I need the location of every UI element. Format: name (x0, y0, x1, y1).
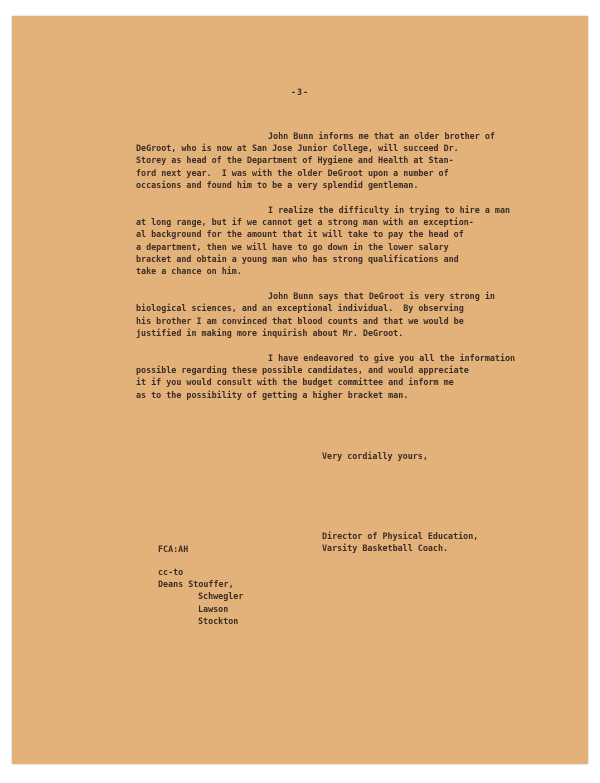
paragraph-1 (136, 130, 536, 191)
paragraph-line: I have endeavored to give you all the information (268, 353, 516, 364)
paragraph-line: justified in making more inquirish about Mr. DeGroot. (136, 327, 404, 338)
signature-title: Director of Physical Education, (322, 531, 479, 541)
paragraph-line: DeGroot, who is now at San Jose Junior College, will succeed Dr. (136, 143, 459, 154)
signature-block (322, 530, 478, 554)
paragraph-line: I realize the difficulty in trying to hire a man (268, 205, 511, 216)
cc-recipient: Deans Stouffer, (158, 579, 234, 590)
paragraph-line: bracket and obtain a young man who has strong qualifications and (136, 253, 459, 264)
cc-recipient: Schwegler (198, 591, 244, 602)
page-number: -3- (290, 87, 310, 97)
letter-page (12, 16, 588, 764)
paragraph-line: as to the possibility of getting a higher bracket man. (136, 389, 409, 400)
paragraph-line: Storey as head of the Department of Hygiene and Health at Stan- (136, 155, 454, 166)
cc-list (158, 566, 243, 627)
paragraph-line: at long range, but if we cannot get a strong man with an exception- (136, 217, 474, 228)
paragraph-line: his brother I am convinced that blood counts and that we would be (136, 315, 464, 326)
cc-recipient: Stockton (198, 615, 239, 626)
paragraph-line: possible regarding these possible candidates, and would appreciate (136, 365, 469, 376)
paragraph-2 (136, 204, 536, 277)
paragraph-line: John Bunn informs me that an older brother of (268, 131, 495, 141)
paragraph-line: a department, then we will have to go down in the lower salary (136, 241, 449, 252)
paragraph-3 (136, 290, 536, 339)
letter-body (136, 130, 536, 414)
paragraph-4 (136, 352, 536, 401)
paragraph-line: it if you would consult with the budget committee and inform me (136, 377, 454, 388)
paragraph-line: John Bunn says that DeGroot is very strong in (268, 291, 495, 302)
letter-document (12, 16, 588, 764)
paragraph-line: ford next year. I was with the older DeGroot upon a number of (136, 167, 449, 178)
paragraph-line: al background for the amount that it will take to pay the head of (136, 229, 464, 240)
cc-recipient: Lawson (198, 603, 229, 614)
paragraph-line: biological sciences, and an exceptional individual. By observing (136, 303, 464, 314)
closing: Very cordially yours, (322, 451, 428, 461)
cc-label: cc-to (158, 567, 184, 577)
paragraph-line: occasions and found him to be a very splendid gentleman. (136, 179, 419, 190)
signature-title: Varsity Basketball Coach. (322, 543, 449, 554)
paragraph-line: take a chance on him. (136, 266, 242, 277)
reference-initials: FCA:AH (158, 544, 189, 554)
